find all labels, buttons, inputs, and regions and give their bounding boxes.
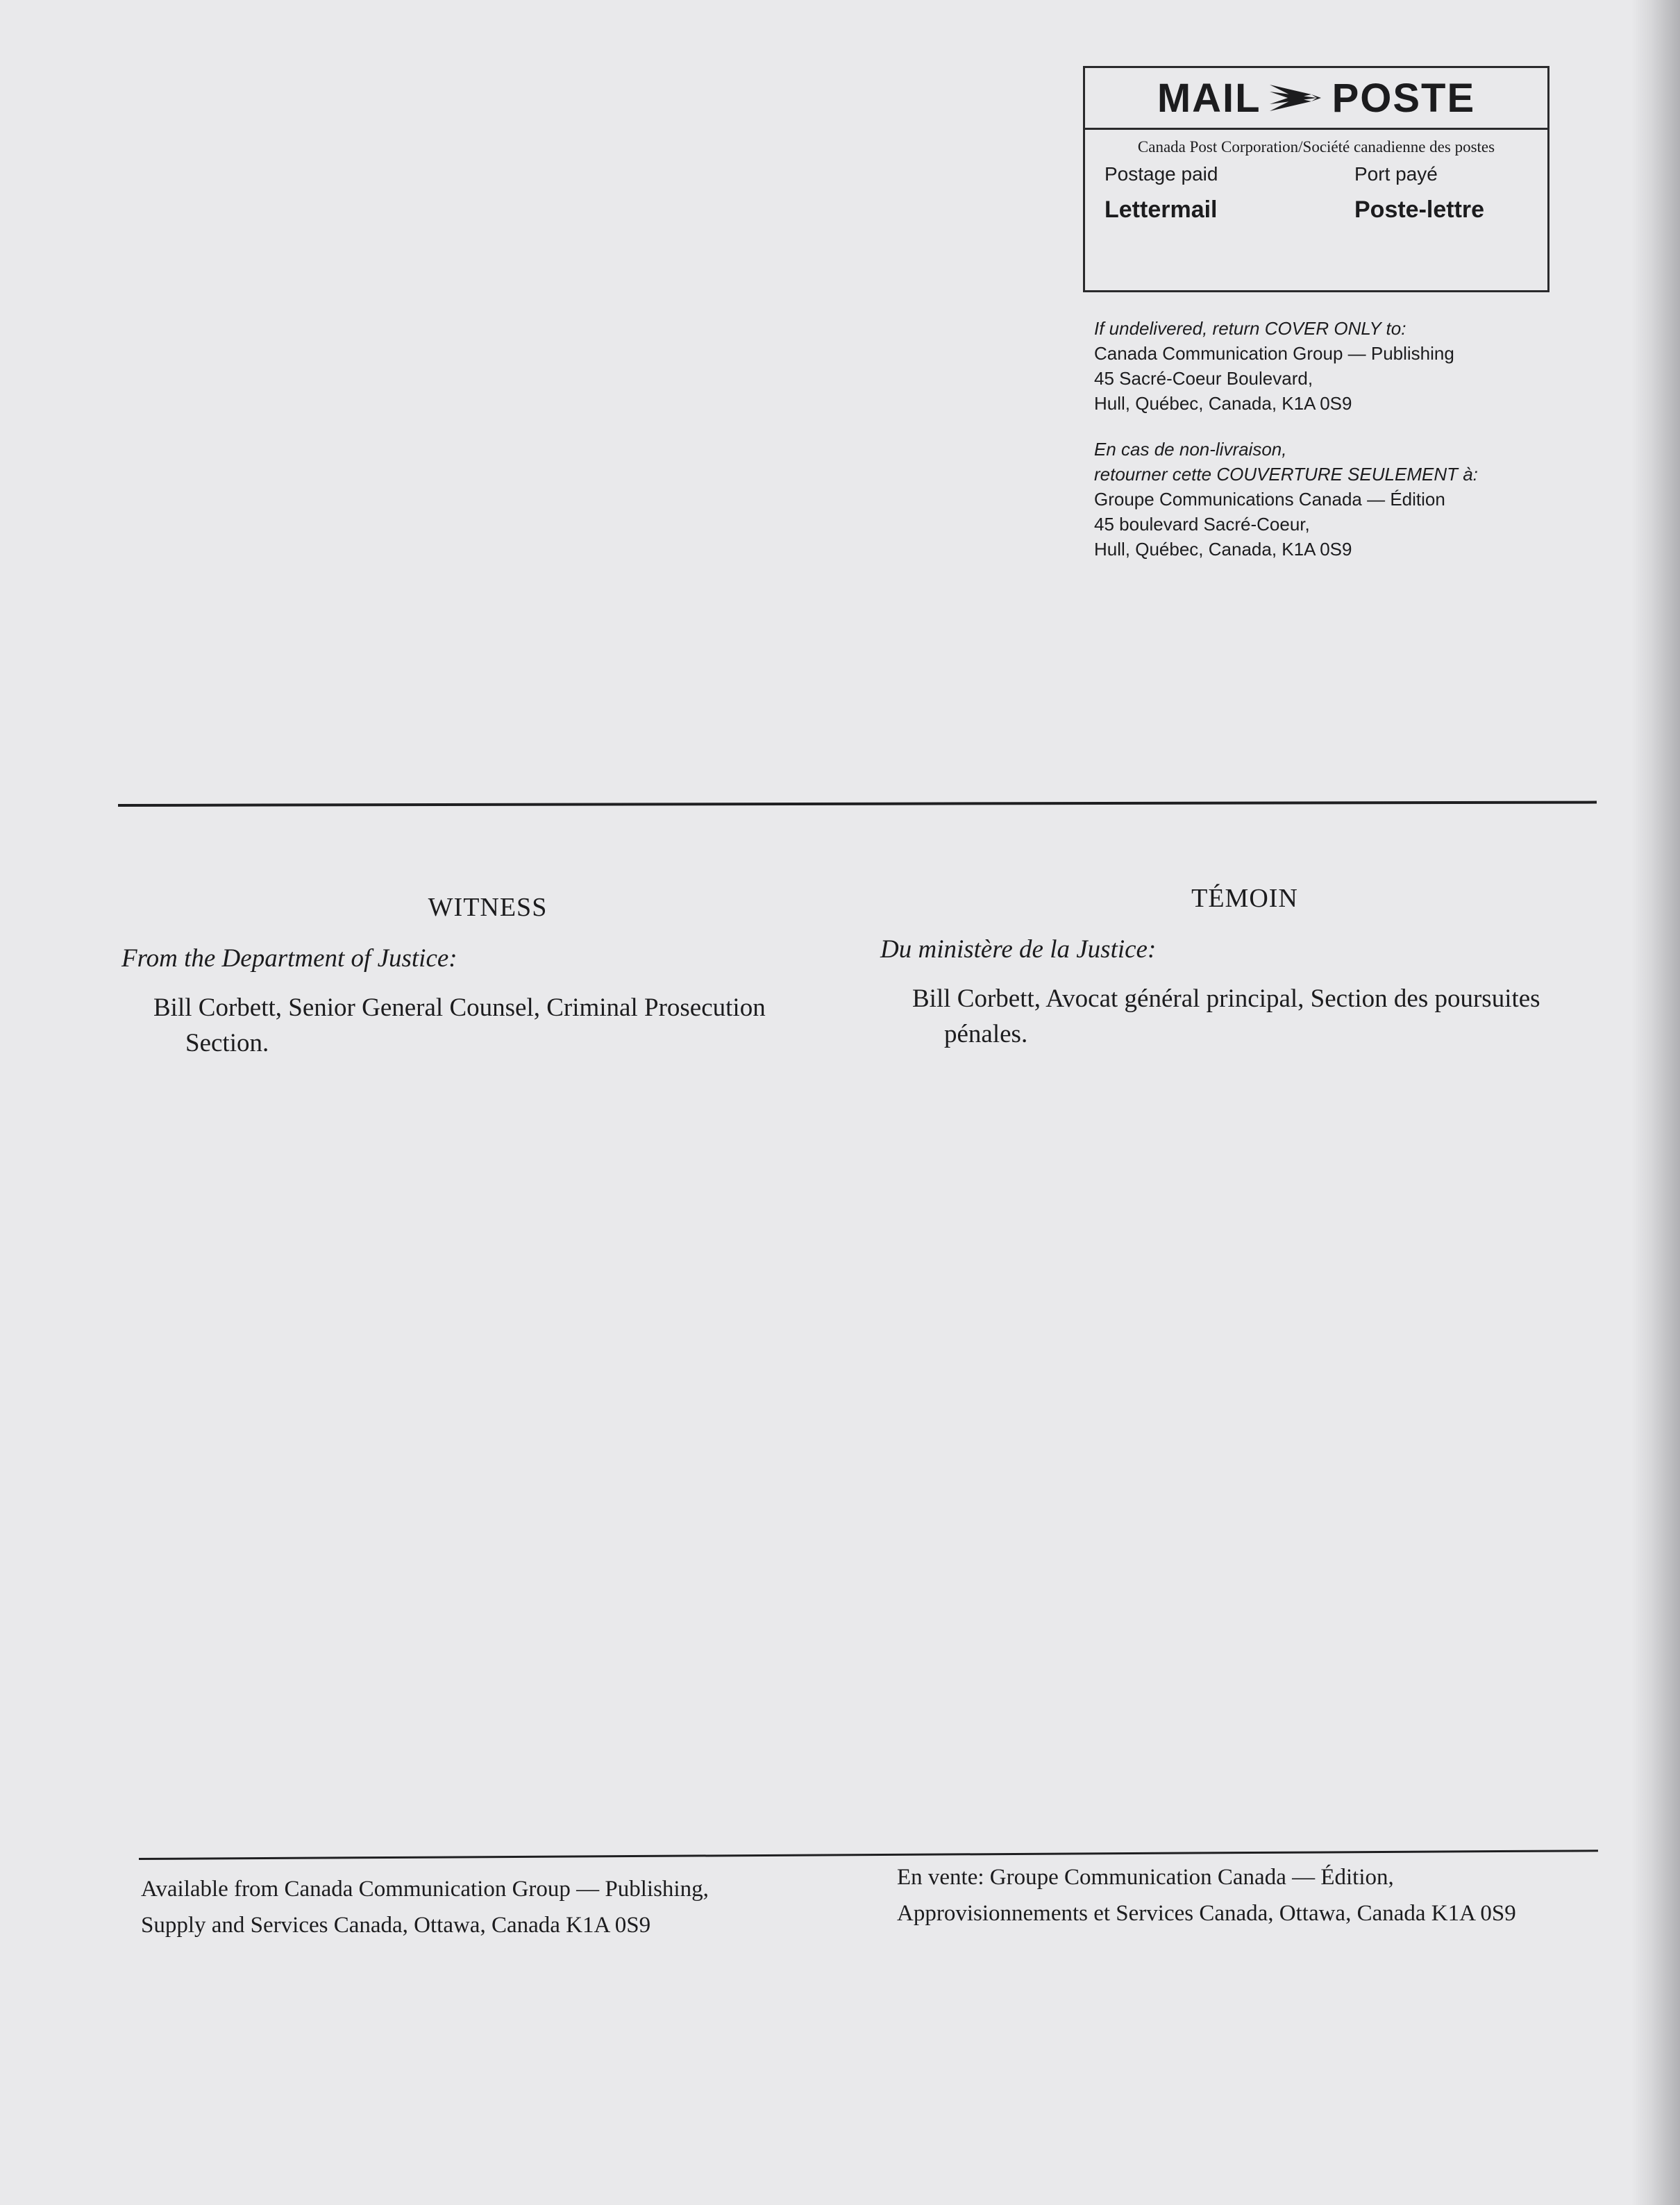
return-heading-fr: En cas de non-livraison, [1094, 439, 1287, 460]
footer-line: Approvisionnements et Services Canada, Ottawa, Canada K1A 0S9 [897, 1901, 1516, 1926]
postage-grid [1085, 156, 1547, 224]
return-heading-fr: retourner cette COUVERTURE SEULEMENT à: [1094, 464, 1478, 485]
footer-line: En vente: Groupe Communication Canada — Édition, [897, 1865, 1394, 1890]
witness-section-en [121, 892, 854, 1061]
footer-availability-en [141, 1871, 709, 1943]
mail-poste-header [1085, 68, 1547, 130]
return-line-en: 45 Sacré-Coeur Boulevard, [1094, 368, 1313, 389]
witness-heading: TÉMOIN [1191, 884, 1298, 913]
return-heading-en: If undelivered, return COVER ONLY to: [1094, 318, 1406, 339]
witness-heading: WITNESS [428, 893, 548, 922]
witness-section-fr [880, 883, 1609, 1052]
footer-line: Available from Canada Communication Group — Publishing, [141, 1877, 709, 1902]
return-line-fr: Groupe Communications Canada — Édition [1094, 489, 1445, 510]
postage-paid-en: Postage paid [1104, 163, 1218, 185]
witness-entry: Bill Corbett, Senior General Counsel, Criminal Prosecution Section. [153, 993, 766, 1057]
footer-availability-fr [897, 1859, 1516, 1931]
footer-divider [139, 1850, 1598, 1860]
return-line-fr: Hull, Québec, Canada, K1A 0S9 [1094, 539, 1352, 560]
corporation-name: Canada Post Corporation/Société canadienne des postes [1137, 138, 1495, 156]
postage-paid-fr: Port payé [1354, 163, 1438, 185]
mail-word: MAIL [1157, 75, 1261, 121]
return-line-fr: 45 boulevard Sacré-Coeur, [1094, 514, 1310, 535]
mail-class-fr: Poste-lettre [1354, 196, 1485, 223]
poste-word: POSTE [1332, 75, 1476, 121]
mail-class-en: Lettermail [1104, 196, 1218, 223]
witness-department: Du ministère de la Justice: [880, 935, 1157, 964]
postage-indicia-box [1083, 66, 1549, 292]
witness-department: From the Department of Justice: [121, 944, 457, 973]
footer-line: Supply and Services Canada, Ottawa, Canada K1A 0S9 [141, 1913, 651, 1938]
section-divider [118, 801, 1597, 807]
page-edge-shadow [1631, 0, 1680, 2205]
return-address-block [1094, 316, 1594, 562]
return-line-en: Hull, Québec, Canada, K1A 0S9 [1094, 393, 1352, 414]
return-line-en: Canada Communication Group — Publishing [1094, 343, 1454, 364]
canada-post-logo-icon [1268, 81, 1322, 115]
witness-entry: Bill Corbett, Avocat général principal, Section des poursuites pénales. [912, 984, 1540, 1048]
